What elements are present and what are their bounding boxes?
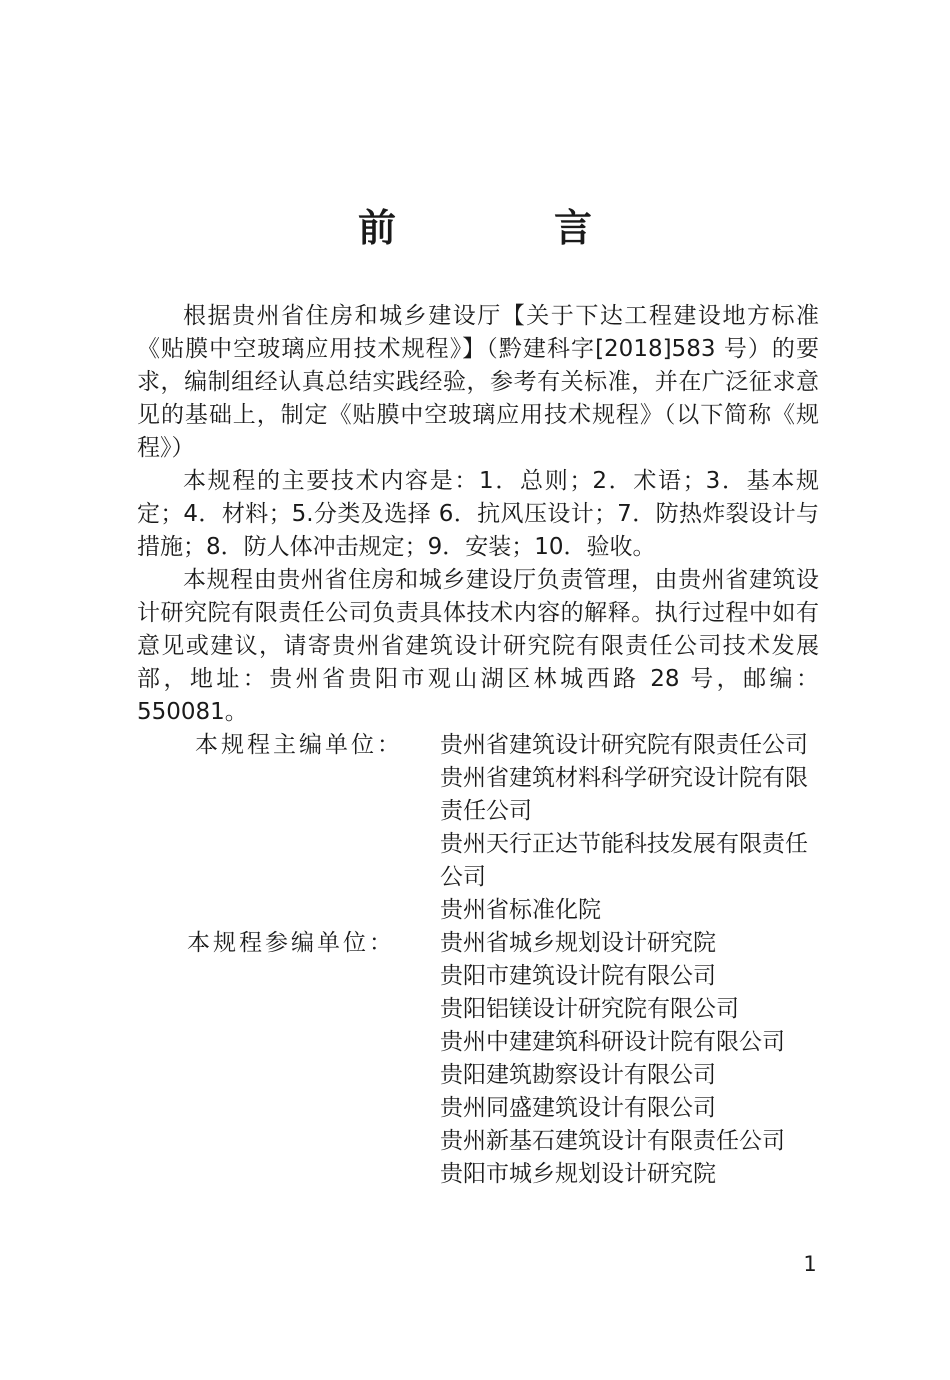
list-item: 贵州省标准化院 — [440, 897, 601, 923]
participating-units-list — [440, 927, 819, 1191]
preface-body — [137, 300, 819, 1191]
list-item: 贵州新基石建筑设计有限责任公司 — [440, 1128, 785, 1154]
main-units-list — [440, 729, 819, 927]
list-item: 贵州省城乡规划设计研究院 — [440, 930, 716, 956]
list-item: 贵阳市城乡规划设计研究院 — [440, 1161, 716, 1187]
list-item: 贵州天行正达节能科技发展有限责任公司 — [440, 831, 808, 890]
paragraph-contents: 本规程的主要技术内容是：1．总则；2．术语；3．基本规定；4．材料；5.分类及选择 6．抗风压设计；7．防热炸裂设计与措施；8．防人体冲击规定；9．安装；10．验收。 — [137, 468, 819, 560]
participating-units-label: 本规程参编单位： — [187, 930, 395, 956]
page-number: 1 — [803, 1252, 817, 1276]
participating-units-block — [137, 927, 819, 1191]
page-title: 前 言 — [357, 206, 652, 250]
paragraph-basis: 根据贵州省住房和城乡建设厅【关于下达工程建设地方标准《贴膜中空玻璃应用技术规程》】（黔建科字[2018]583 号）的要求，编制组经认真总结实践经验，参考有关标准，并在广泛征求意见的基础上，制定《贴膜中空玻璃应用技术规程》（以下简称《规程》） — [137, 303, 819, 461]
list-item: 贵州同盛建筑设计有限公司 — [440, 1095, 716, 1121]
list-item: 贵州中建建筑科研设计院有限公司 — [440, 1029, 785, 1055]
main-units-label: 本规程主编单位： — [195, 732, 403, 758]
list-item: 贵州省建筑材料科学研究设计院有限责任公司 — [440, 765, 808, 824]
paragraph-management: 本规程由贵州省住房和城乡建设厅负责管理，由贵州省建筑设计研究院有限责任公司负责具体技术内容的解释。执行过程中如有意见或建议，请寄贵州省建筑设计研究院有限责任公司技术发展部，地址：贵州省贵阳市观山湖区林城西路 28 号，邮编：550081。 — [137, 567, 819, 725]
list-item: 贵阳建筑勘察设计有限公司 — [440, 1062, 716, 1088]
main-units-block — [137, 729, 819, 927]
list-item: 贵州省建筑设计研究院有限责任公司 — [440, 732, 808, 758]
list-item: 贵阳铝镁设计研究院有限公司 — [440, 996, 739, 1022]
list-item: 贵阳市建筑设计院有限公司 — [440, 963, 716, 989]
